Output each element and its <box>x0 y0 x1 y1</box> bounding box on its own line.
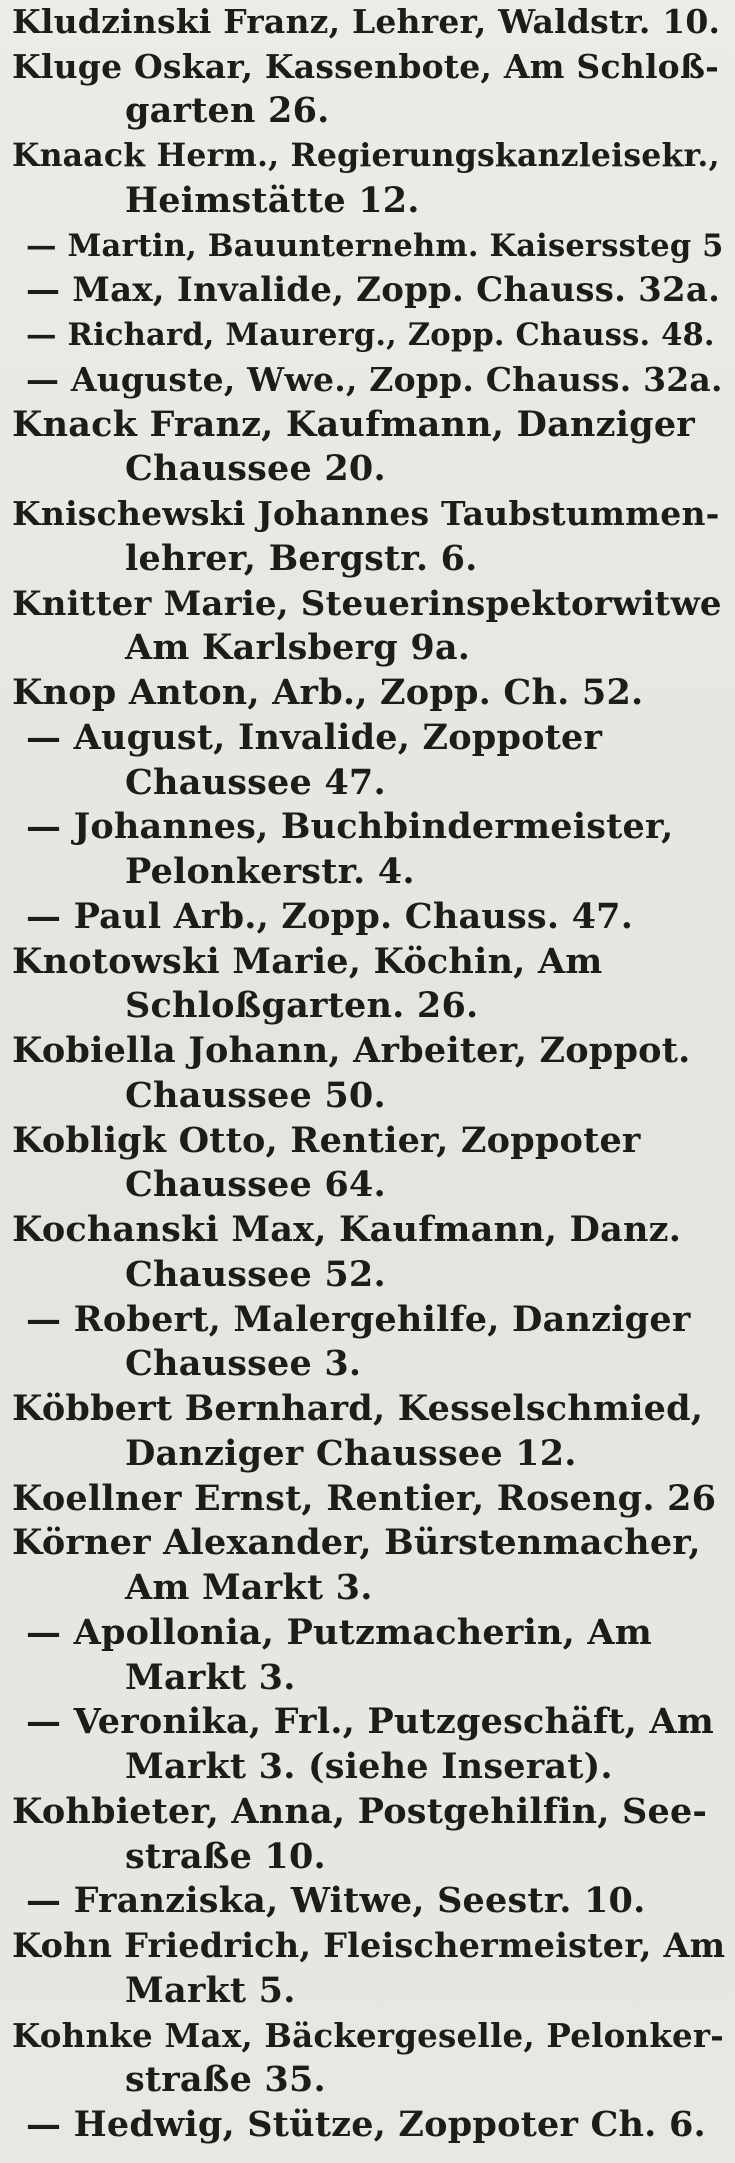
entry-line: Kohn Friedrich, Fleischermeister, Am <box>12 1926 726 1965</box>
entry-line: Kobiella Johann, Arbeiter, Zoppot. <box>12 1030 691 1071</box>
entry-continuation: Chaussee 64. <box>125 1164 386 1205</box>
entry-line: Knop Anton, Arb., Zopp. Ch. 52. <box>12 672 644 713</box>
entry-continuation: garten 26. <box>125 90 330 131</box>
entry-line: — Robert, Malergehilfe, Danziger <box>26 1299 691 1340</box>
entry-continuation: Markt 3. (siehe Inserat). <box>125 1746 613 1787</box>
entry-line: — Johannes, Buchbindermeister, <box>26 806 674 847</box>
entry-line: Knitter Marie, Steuerinspektorwitwe <box>12 584 722 624</box>
entry-line: Knaack Herm., Regierungskanzleisekr., <box>12 137 720 174</box>
entry-continuation: Markt 3. <box>125 1657 296 1698</box>
entry-line: — August, Invalide, Zoppoter <box>26 717 603 758</box>
entry-continuation: Chaussee 3. <box>125 1343 362 1384</box>
entry-continuation: Pelonkerstr. 4. <box>125 851 415 892</box>
entry-continuation: Chaussee 20. <box>125 448 386 489</box>
entry-line: Köbbert Bernhard, Kesselschmied, <box>12 1388 704 1429</box>
entry-continuation: Am Karlsberg 9a. <box>125 627 471 668</box>
entry-continuation: straße 35. <box>125 2059 326 2100</box>
entry-continuation: straße 10. <box>125 1836 326 1877</box>
entry-continuation: Markt 5. <box>125 1970 296 2011</box>
entry-continuation: Chaussee 47. <box>125 762 386 803</box>
entry-continuation: Chaussee 50. <box>125 1075 386 1116</box>
entry-line: Körner Alexander, Bürstenmacher, <box>12 1522 701 1563</box>
entry-line: — Franziska, Witwe, Seestr. 10. <box>26 1880 646 1921</box>
entry-line: — Auguste, Wwe., Zopp. Chauss. 32a. <box>26 360 723 399</box>
entry-line: — Martin, Bauunternehm. Kaiserssteg 5 <box>26 228 724 264</box>
entry-line: — Hedwig, Stütze, Zoppoter Ch. 6. <box>26 2104 706 2145</box>
entry-line: Knack Franz, Kaufmann, Danziger <box>12 404 695 445</box>
entry-continuation: Schloßgarten. 26. <box>125 985 479 1026</box>
entry-line: Kludzinski Franz, Lehrer, Waldstr. 10. <box>12 2 721 41</box>
entry-line: — Richard, Maurerg., Zopp. Chauss. 48. <box>26 317 715 353</box>
entry-continuation: Heimstätte 12. <box>125 180 420 221</box>
entry-continuation: Danziger Chaussee 12. <box>125 1433 577 1474</box>
entry-line: — Apollonia, Putzmacherin, Am <box>26 1612 652 1653</box>
entry-line: — Veronika, Frl., Putzgeschäft, Am <box>26 1701 715 1742</box>
entry-continuation: Chaussee 52. <box>125 1254 386 1295</box>
entry-line: Koellner Ernst, Rentier, Roseng. 26 <box>12 1478 717 1519</box>
entry-line: — Paul Arb., Zopp. Chauss. 47. <box>26 896 634 937</box>
entry-line: Kohbieter, Anna, Postgehilfin, See- <box>12 1791 708 1832</box>
entry-line: Knotowski Marie, Köchin, Am <box>12 941 603 982</box>
entry-continuation: lehrer, Bergstr. 6. <box>125 538 478 579</box>
entry-line: Kobligk Otto, Rentier, Zoppoter <box>12 1120 641 1161</box>
entry-line: — Max, Invalide, Zopp. Chauss. 32a. <box>26 270 721 310</box>
entry-line: Kluge Oskar, Kassenbote, Am Schloß- <box>12 47 720 86</box>
entry-line: Kohnke Max, Bäckergeselle, Pelonker- <box>12 2016 724 2055</box>
entry-continuation: Am Markt 3. <box>125 1567 373 1608</box>
entry-line: Knischewski Johannes Taubstummen- <box>12 494 720 533</box>
entry-line: Kochanski Max, Kaufmann, Danz. <box>12 1209 682 1250</box>
